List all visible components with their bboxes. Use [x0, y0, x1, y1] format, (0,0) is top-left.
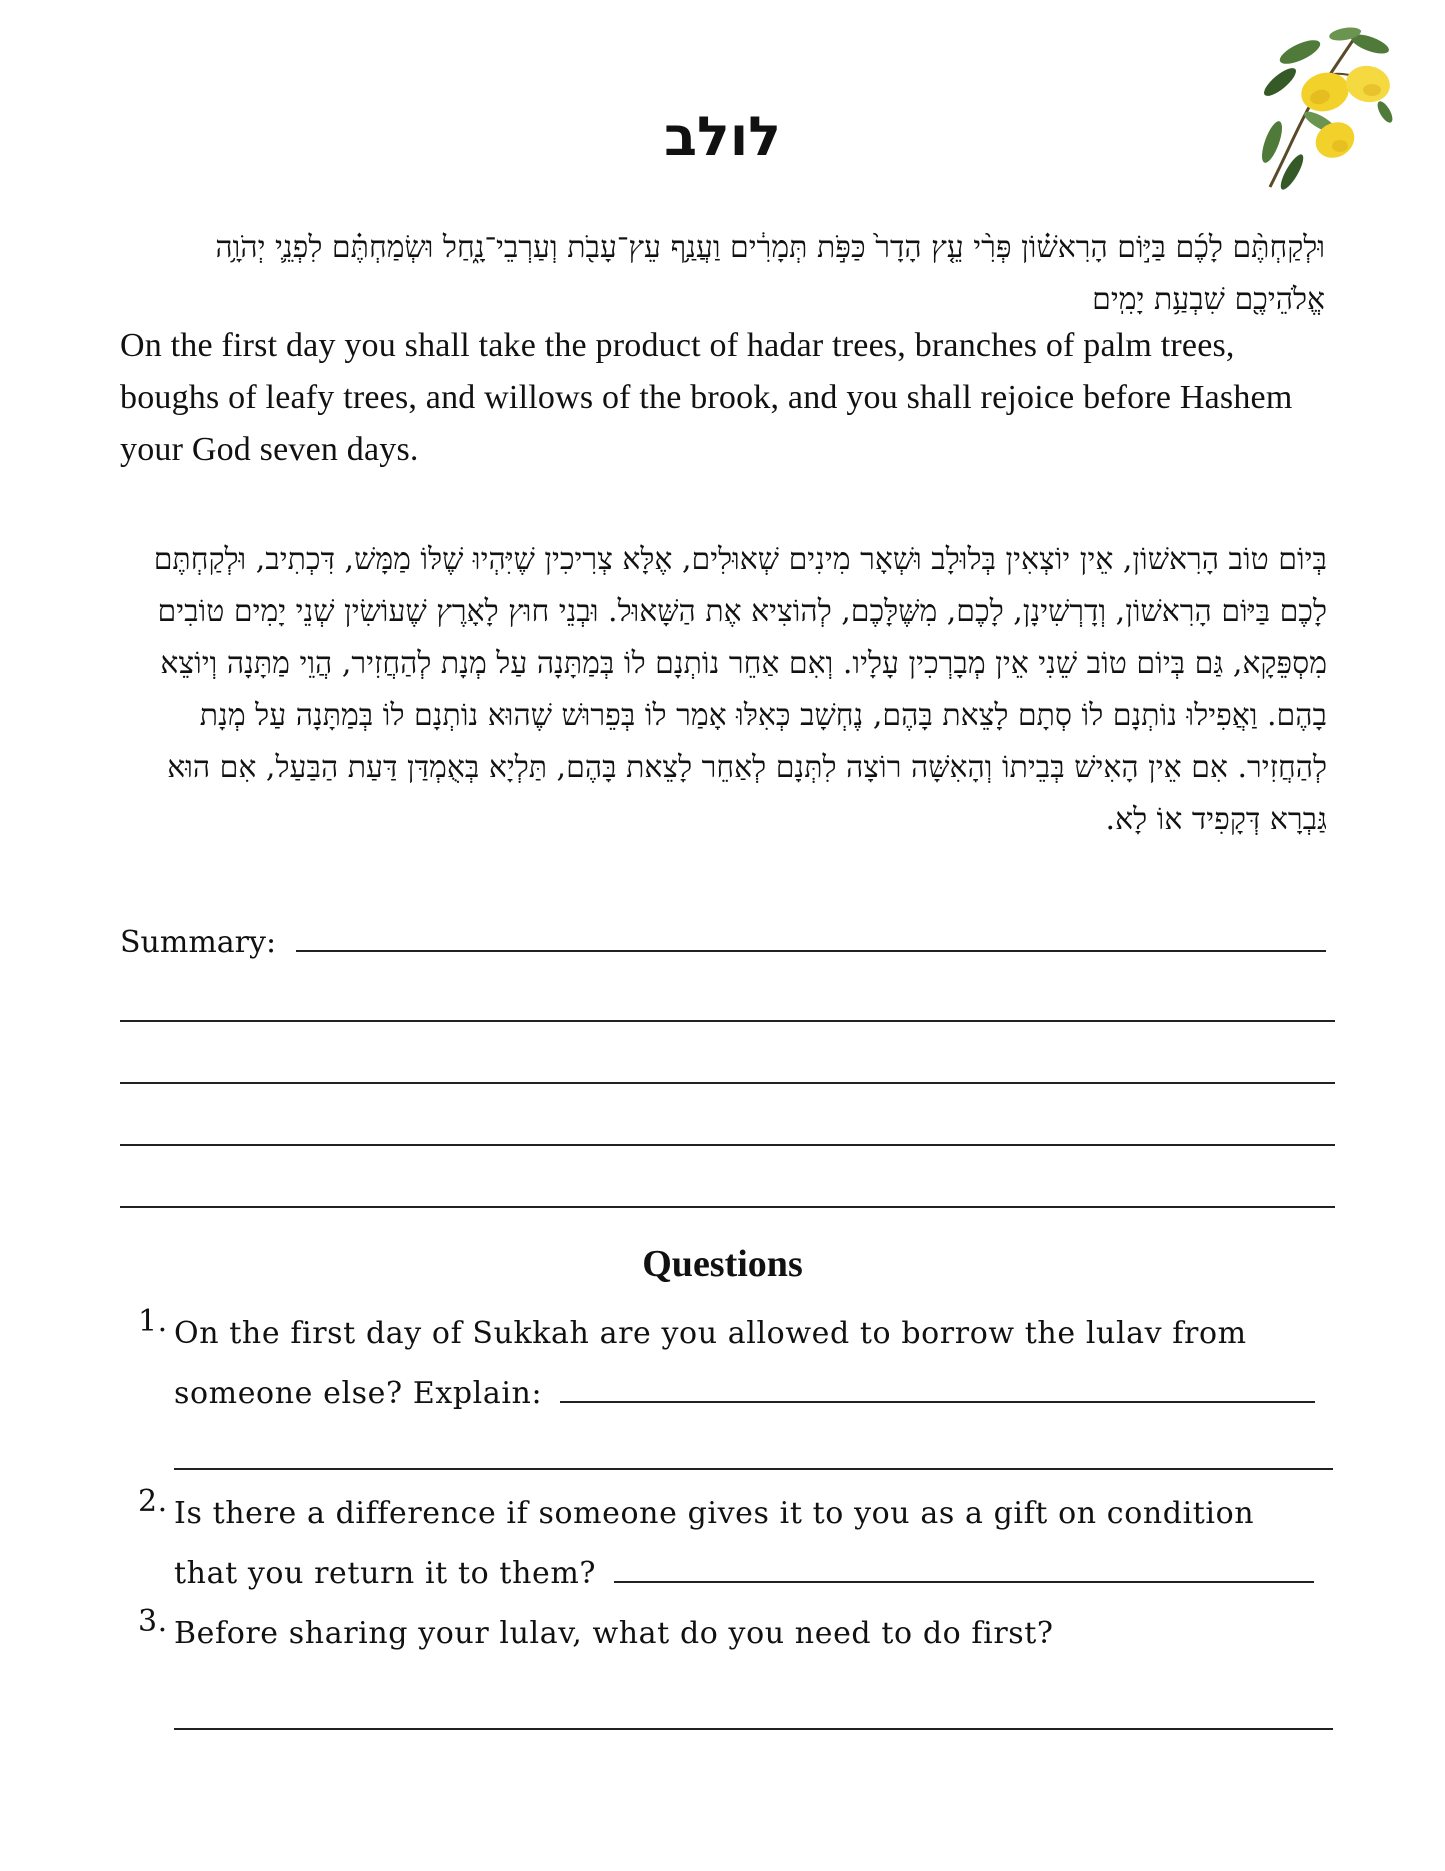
summary-answer-line-2[interactable] — [120, 974, 1335, 1036]
answer-line[interactable] — [174, 1424, 1333, 1484]
answer-line[interactable] — [560, 1379, 1315, 1403]
verse-english: On the first day you shall take the product of hadar trees, branches of palm trees, boughs of leafy trees, and willows of the brook, and you shall rejoice before Hashem your God seven days. — [120, 327, 1293, 468]
question-item-1 — [138, 1304, 1333, 1484]
summary-first-line[interactable] — [120, 912, 1335, 974]
summary-answer-line-4[interactable] — [120, 1098, 1335, 1160]
question-number: 2. — [138, 1484, 168, 1519]
question-number: 3. — [138, 1604, 168, 1639]
question-text: that you return it to them? — [174, 1556, 597, 1591]
summary-label: Summary: — [120, 925, 277, 960]
questions-heading: Questions — [642, 1243, 803, 1285]
page-title: לולב — [664, 105, 781, 168]
question-number: 1. — [138, 1304, 168, 1339]
mishna-hebrew: בְּיוֹם טוֹב הָרִאשׁוֹן, אֵין יוֹצְאִין בְּלוּלָב וּשְׁאָר מִינִים שְׁאוּלִים, אֶלָּא צְרִיכִין שֶׁיִּהְיוּ שֶׁלּוֹ מַמָּשׁ, דִּכְתִיב, וּלְקַחְתֶּם לָכֶם בַּיּוֹם הָרִאשׁוֹן, וְדָרְשִׁינָן, לָכֶם, מִשֶּׁלָּכֶם, לְהוֹצִיא אֶת הַשָּׁאוּל. וּבְנֵי חוּץ לָאָרֶץ שֶׁעוֹשִׂין שְׁנֵי יָמִים טוֹבִים מִסְפֵּקָא, גַּם בְּיוֹם טוֹב שֵׁנִי אֵין מְבָרְכִין עָלָיו. וְאִם אַחֵר נוֹתְנָם לוֹ בְּמַתָּנָה עַל מְנָת לְהַחֲזִיר, הֲוֵי מַתָּנָה וְיוֹצֵא בָהֶם. וַאֲפִילוּ נוֹתְנָם לוֹ סְתָם לָצֵאת בָּהֶם, נֶחְשָׁב כְּאִלּוּ אָמַר לוֹ בְּפֵרוּשׁ שֶׁהוּא נוֹתְנָם לוֹ בְּמַתָּנָה עַל מְנָת לְהַחֲזִיר. אִם אֵין הָאִישׁ בְּבֵיתוֹ וְהָאִשָּׁה רוֹצָה לִתְּנָם לְאַחֵר לָצֵאת בָּהֶם, תַּלְיָא בְּאֻמְדַּן דַּעַת הַבַּעַל, אִם הוּא גַּבְרָא דְּקָפִיד אוֹ לָא. — [153, 542, 1327, 837]
answer-line[interactable] — [614, 1559, 1314, 1583]
question-text: Is there a difference if someone gives it to you as a gift on condition — [174, 1496, 1255, 1531]
question-item-2 — [138, 1484, 1333, 1604]
questions-list — [138, 1304, 1333, 1744]
summary-answer-line-5[interactable] — [120, 1160, 1335, 1222]
summary-section — [120, 912, 1335, 1222]
question-text: Before sharing your lulav, what do you need to do first? — [174, 1616, 1054, 1651]
summary-answer-line-3[interactable] — [120, 1036, 1335, 1098]
question-item-3 — [138, 1604, 1333, 1744]
question-text: On the first day of Sukkah are you allowed to borrow the lulav from — [174, 1316, 1247, 1351]
summary-answer-line-1[interactable] — [296, 924, 1326, 952]
question-text: someone else? Explain: — [174, 1376, 543, 1411]
answer-line[interactable] — [174, 1664, 1333, 1744]
verse-hebrew: וּלְקַחְתֶּ֨ם לָכֶ֜ם בַּיּ֣וֹם הָרִאשׁ֗וֹן פְּרִ֨י עֵ֤ץ הָדָר֙ כַּפֹּ֣ת תְּמָרִ֔ים וַעֲנַ֥ף עֵץ־עָבֹ֖ת וְעַרְבֵי־נָ֑חַל וּשְׂמַחְתֶּ֗ם לִפְנֵ֛י יְהֹוָ֥ה אֱלֹהֵיכֶ֖ם שִׁבְעַ֥ת יָמִֽים — [215, 230, 1325, 317]
